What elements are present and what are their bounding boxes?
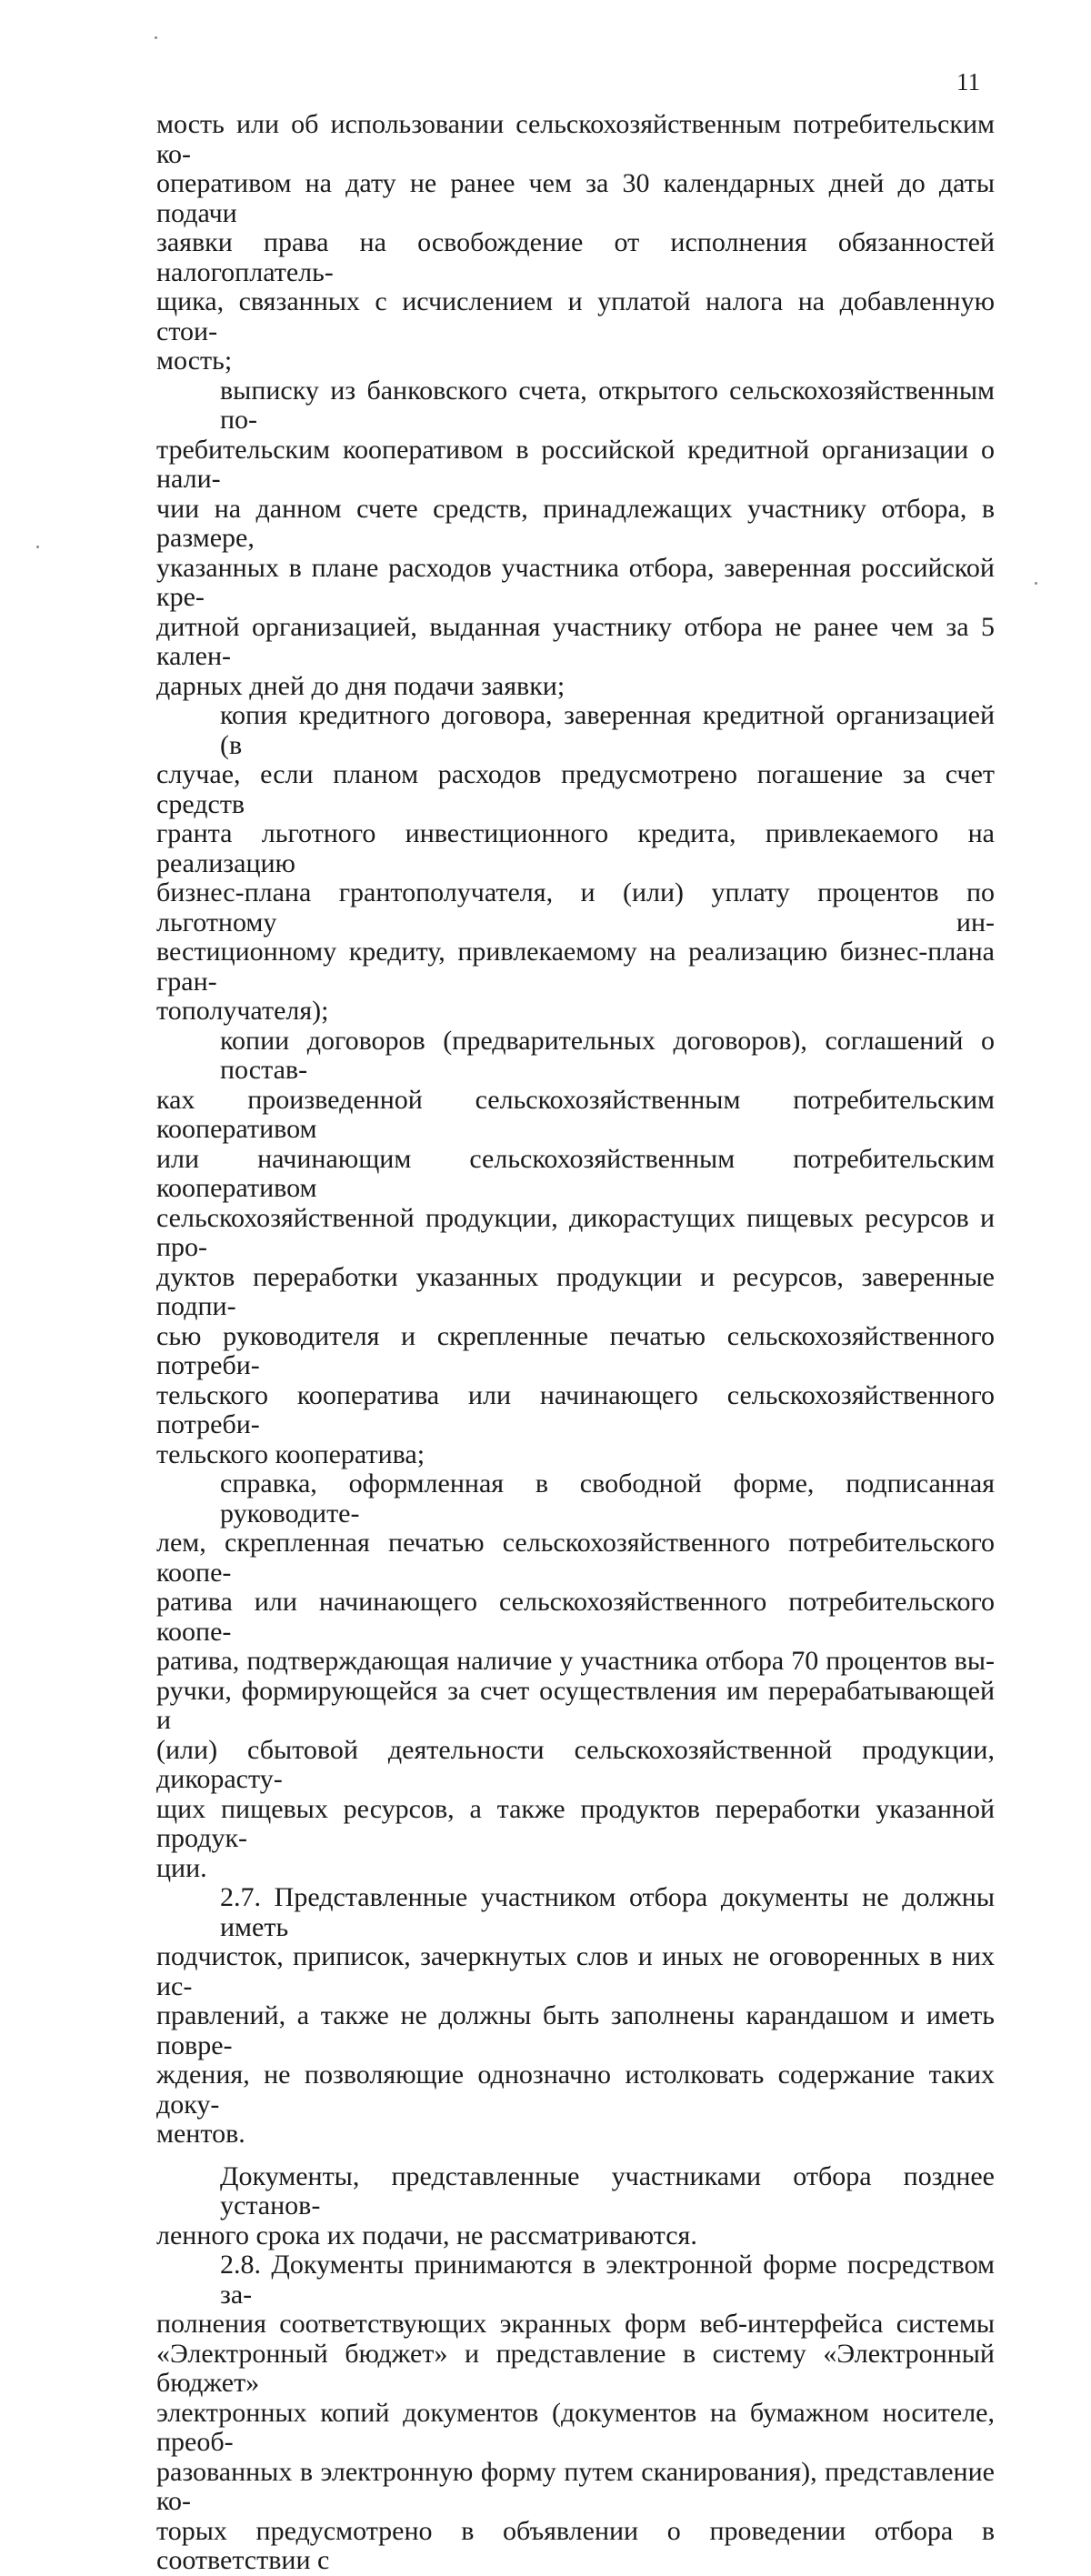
- page-number: 11: [956, 68, 980, 95]
- text-line: ждения, не позволяющие однозначно истолковать содержание таких доку-: [156, 2060, 995, 2120]
- text-line: (или) сбытовой деятельности сельскохозяйственной продукции, дикорасту-: [156, 1734, 995, 1794]
- text-line: чии на данном счете средств, принадлежащих участнику отбора, в размере,: [156, 493, 995, 553]
- text-line: гранта льготного инвестиционного кредита, привлекаемого на реализацию: [156, 818, 995, 878]
- text-line: ции.: [156, 1852, 207, 1883]
- paragraph: [156, 2250, 995, 2576]
- text-line: заявки права на освобождение от исполнения обязанностей налогоплатель-: [156, 227, 995, 287]
- text-line: ленного срока их подачи, не рассматриваются.: [156, 2220, 697, 2250]
- text-line: требительским кооперативом в российской кредитной организации о нали-: [156, 434, 995, 494]
- text-line: мость;: [156, 346, 233, 376]
- text-line: сью руководителя и скрепленные печатью сельскохозяйственного потреби-: [156, 1320, 995, 1380]
- text-line: ручки, формирующейся за счет осуществления им перерабатывающей и: [156, 1675, 995, 1735]
- paragraph: [156, 1027, 995, 1470]
- text-line: щих пищевых ресурсов, а также продуктов переработки указанной продук-: [156, 1793, 995, 1853]
- text-line: или начинающим сельскохозяйственным потребительским кооперативом: [156, 1143, 995, 1203]
- text-line: ратива или начинающего сельскохозяйственного потребительского коопе-: [156, 1587, 995, 1647]
- text-line: правлений, а также не должны быть заполнены карандашом и иметь повре-: [156, 2000, 995, 2060]
- text-line: подчисток, приписок, зачеркнутых слов и иных не оговоренных в них ис-: [156, 1941, 995, 2001]
- text-line: случае, если планом расходов предусмотрено погашение за счет средств: [156, 759, 995, 819]
- text-line: справка, оформленная в свободной форме, подписанная руководите-: [220, 1468, 995, 1529]
- text-line: оперативом на дату не ранее чем за 30 календарных дней до даты подачи: [156, 168, 995, 228]
- text-line: тополучателя);: [156, 996, 329, 1026]
- text-line: разованных в электронную форму путем сканирования), представление ко-: [156, 2456, 995, 2516]
- text-line: щика, связанных с исчислением и уплатой налога на добавленную стои-: [156, 286, 995, 346]
- paragraph: [156, 701, 995, 1027]
- text-line: дарных дней до дня подачи заявки;: [156, 670, 566, 701]
- text-line: тельского кооператива или начинающего сельскохозяйственного потреби-: [156, 1379, 995, 1439]
- paragraph: [156, 376, 995, 702]
- text-line: бизнес-плана грантополучателя, и (или) уплату процентов по льготному ин-: [156, 877, 995, 937]
- text-line: торых предусмотрено в объявлении о проведении отбора в соответствии с: [156, 2515, 995, 2575]
- text-line: дитной организацией, выданная участнику отбора не ранее чем за 5 кален-: [156, 611, 995, 671]
- text-line: ках произведенной сельскохозяйственным потребительским кооперативом: [156, 1084, 995, 1144]
- paragraph: [156, 1883, 995, 2150]
- text-line: указанных в плане расходов участника отбора, заверенная российской кре-: [156, 552, 995, 612]
- text-line: дуктов переработки указанных продукции и ресурсов, заверенные подпи-: [156, 1261, 995, 1321]
- text-line: 2.7. Представленные участником отбора документы не должны иметь: [220, 1882, 995, 1942]
- text-line: «Электронный бюджет» и представление в систему «Электронный бюджет»: [156, 2338, 995, 2398]
- text-line: полнения соответствующих экранных форм веб-интерфейса системы: [156, 2309, 995, 2339]
- scan-speck: [155, 36, 157, 39]
- text-line: ратива, подтверждающая наличие у участника отбора 70 процентов вы-: [156, 1646, 995, 1676]
- text-line: электронных копий документов (документов на бумажном носителе, преоб-: [156, 2397, 995, 2457]
- text-line: выписку из банковского счета, открытого сельскохозяйственным по-: [220, 375, 995, 435]
- paragraph: [156, 110, 995, 376]
- text-line: копия кредитного договора, заверенная кредитной организацией (в: [220, 700, 995, 760]
- text-line: ментов.: [156, 2119, 245, 2149]
- text-line: вестиционному кредиту, привлекаемому на реализацию бизнес-плана гран-: [156, 937, 995, 997]
- text-line: копии договоров (предварительных договоров), соглашений о постав-: [220, 1025, 995, 1085]
- text-line: сельскохозяйственной продукции, дикорастущих пищевых ресурсов и про-: [156, 1202, 995, 1262]
- text-line: мость или об использовании сельскохозяйственным потребительским ко-: [156, 109, 995, 169]
- paragraph: [156, 2162, 995, 2251]
- text-line: 2.8. Документы принимаются в электронной форме посредством за-: [220, 2250, 995, 2310]
- text-line: лем, скрепленная печатью сельскохозяйственного потребительского коопе-: [156, 1528, 995, 1588]
- text-line: Документы, представленные участниками отбора позднее установ-: [220, 2160, 995, 2220]
- document-body: [156, 110, 995, 2576]
- text-line: тельского кооператива;: [156, 1438, 425, 1469]
- scan-speck: [36, 546, 39, 548]
- scan-speck: [1035, 582, 1037, 585]
- paragraph: [156, 1469, 995, 1883]
